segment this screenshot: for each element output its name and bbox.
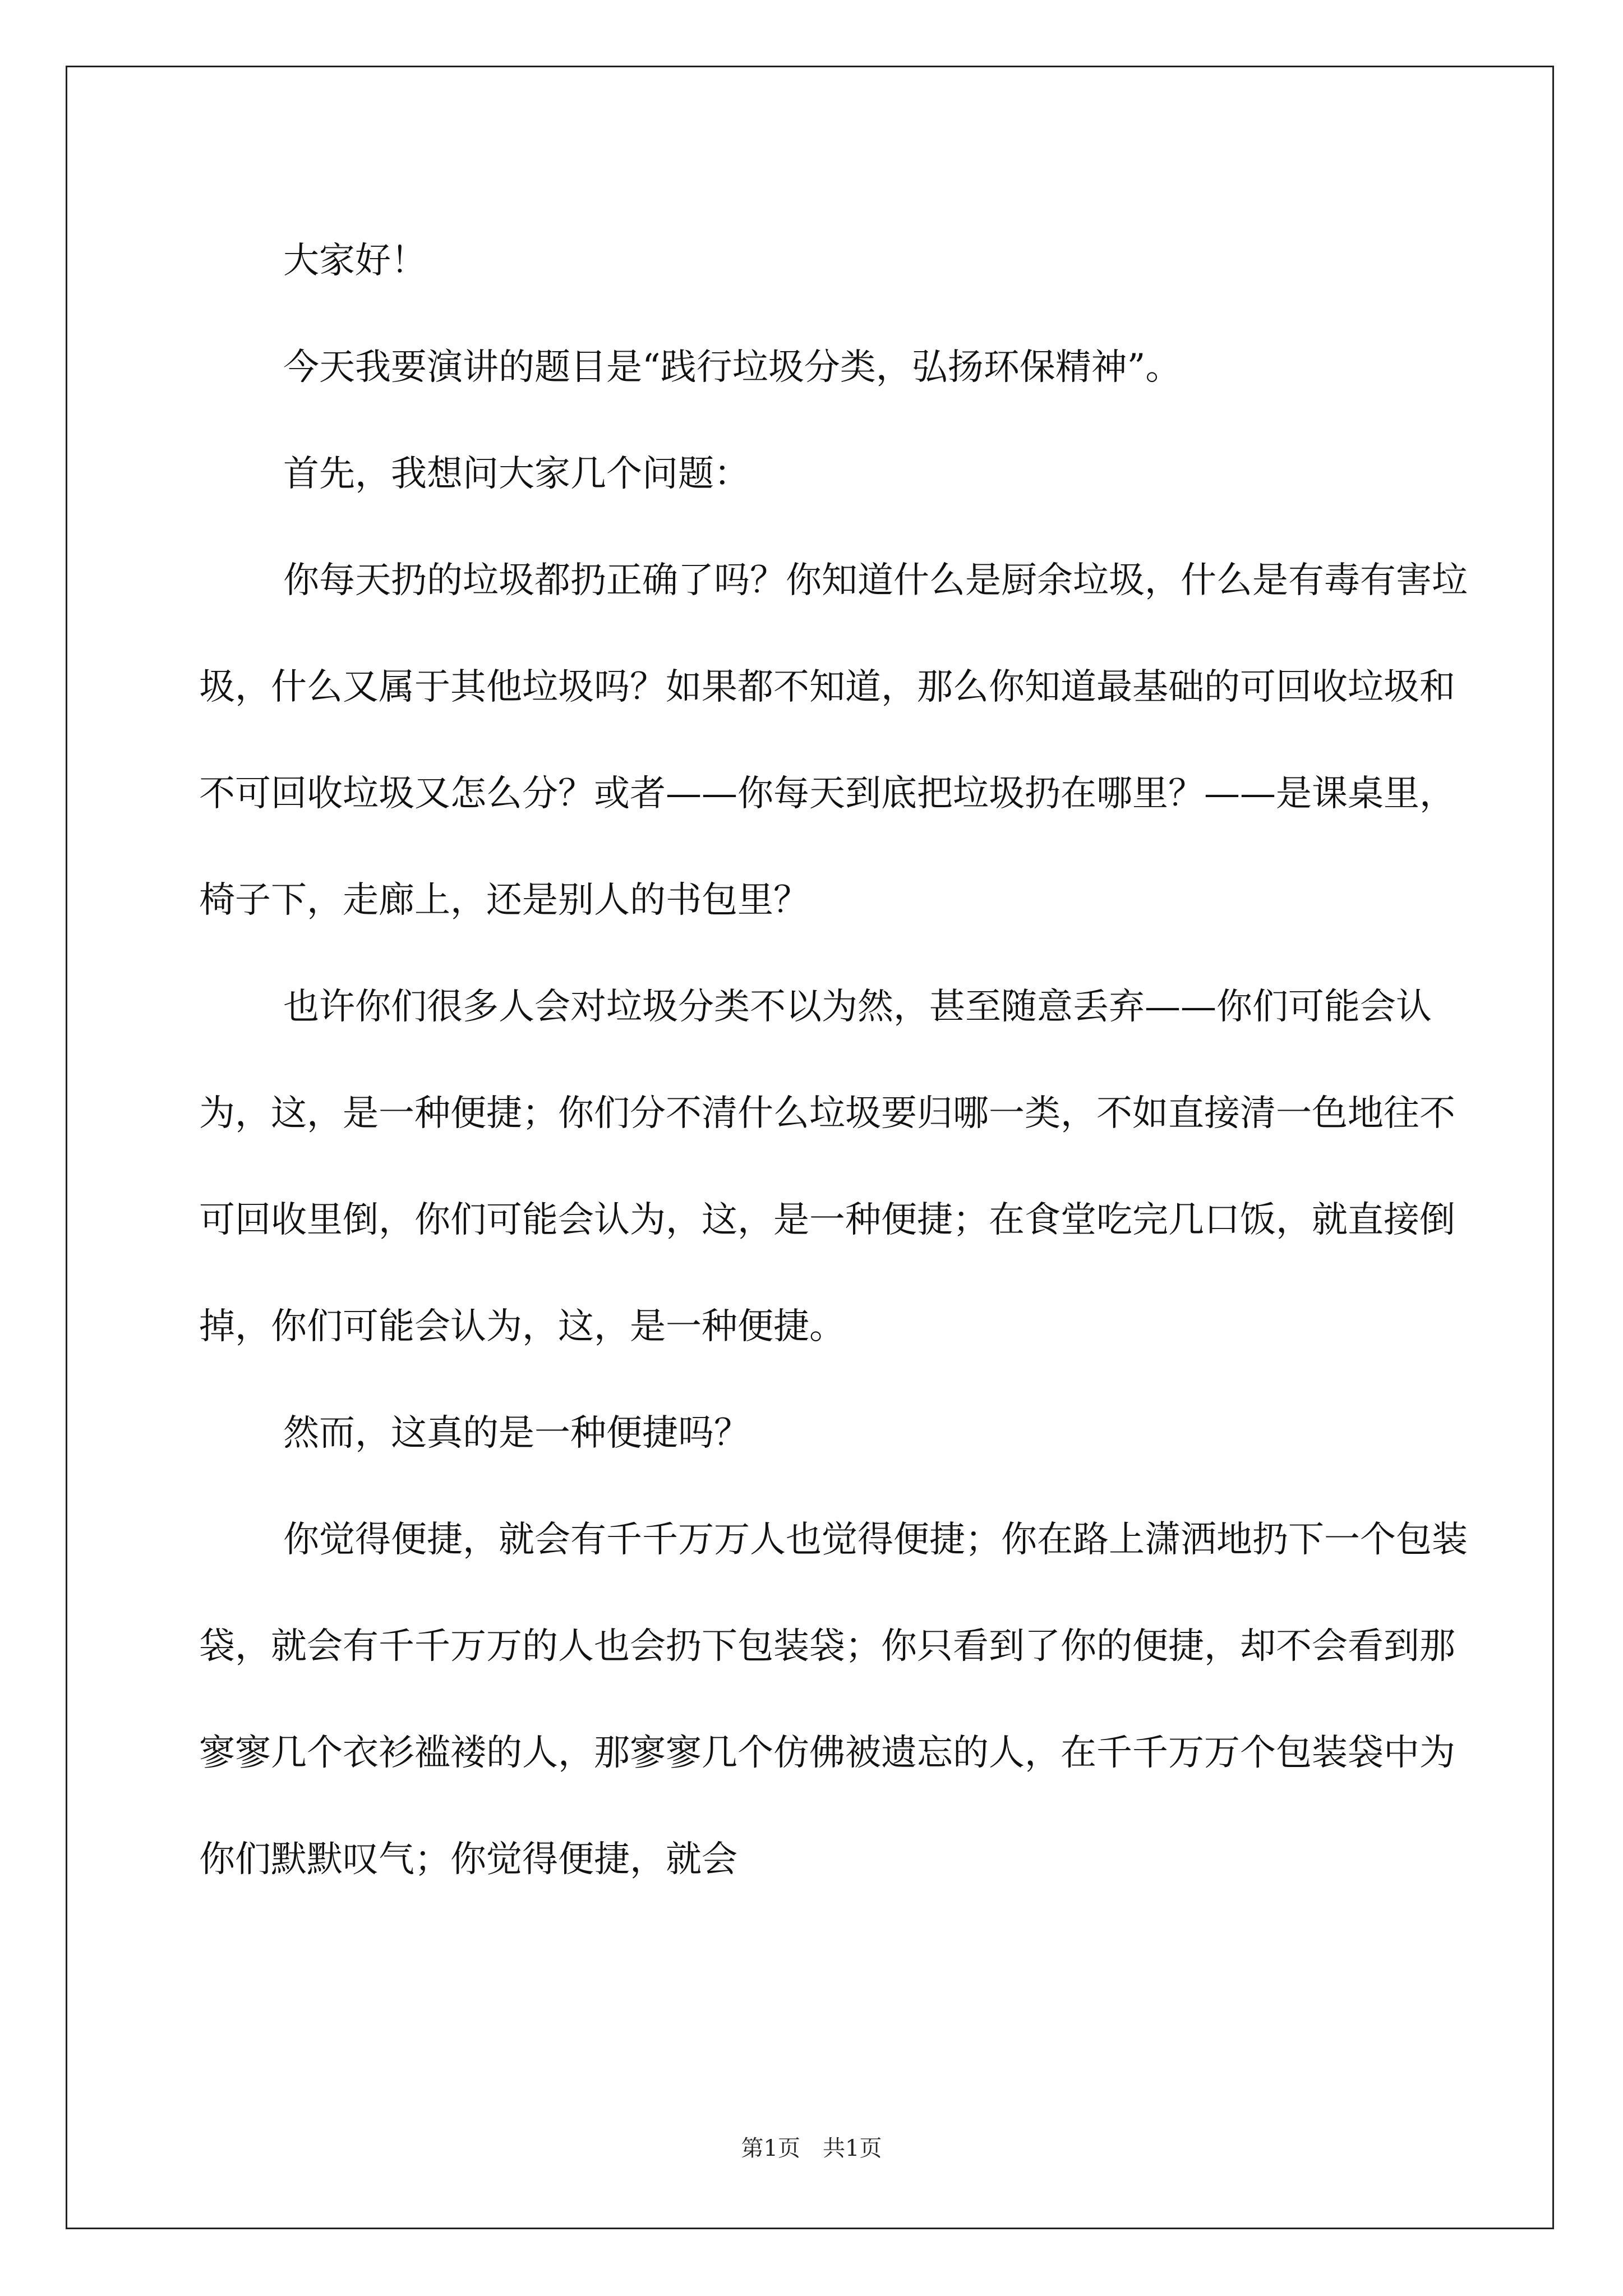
document-body [199, 208, 1483, 1913]
paragraph-greeting: 大家好！ [283, 240, 427, 282]
paragraph-however: 然而，这真的是一种便捷吗？ [283, 1412, 750, 1454]
paragraph-questions-intro: 首先，我想问大家几个问题： [283, 453, 750, 495]
paragraph-consequences: 你觉得便捷，就会有千千万万人也觉得便捷；你在路上潇洒地扔下一个包装袋，就会有千千万万的人也会扔下包装袋；你只看到了你的便捷，却不会看到那寥寥几个衣衫褴褛的人，那寥寥几个仿佛被遗忘的人，在千千万万个包装袋中为你们默默叹气；你觉得便捷，就会 [199, 1519, 1468, 1880]
page-footer: 第1页 共1页 [741, 2136, 882, 2161]
paragraph-convenience: 也许你们很多人会对垃圾分类不以为然，甚至随意丢弃——你们可能会认为，这，是一种便捷；你们分不清什么垃圾要归哪一类，不如直接清一色地往不可回收里倒，你们可能会认为，这，是一种便捷；在食堂吃完几口饭，就直接倒掉，你们可能会认为，这，是一种便捷。 [199, 986, 1455, 1347]
paragraph-topic: 今天我要演讲的题目是“践行垃圾分类，弘扬环保精神”。 [283, 347, 1182, 388]
paragraph-questions: 你每天扔的垃圾都扔正确了吗？你知道什么是厨余垃圾，什么是有毒有害垃圾，什么又属于其他垃圾吗？如果都不知道，那么你知道最基础的可回收垃圾和不可回收垃圾又怎么分？或者——你每天到底把垃圾扔在哪里？——是课桌里，椅子下，走廊上，还是别人的书包里？ [199, 560, 1468, 921]
